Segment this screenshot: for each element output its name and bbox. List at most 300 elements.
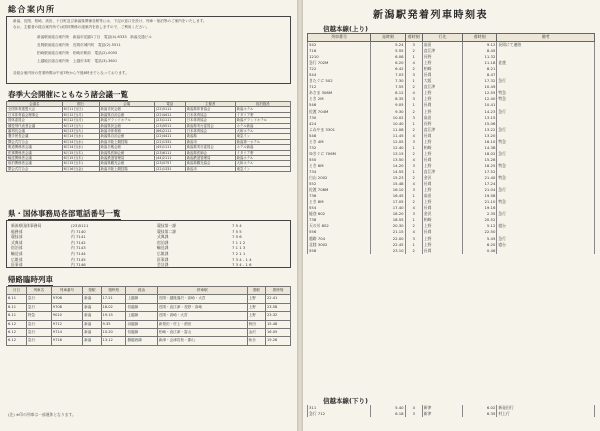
timetable-cell: 長岡: [422, 72, 462, 78]
timetable-cell: 1: [405, 121, 422, 127]
returns-cell: 仙台: [247, 337, 265, 345]
timetable-down-cell: 3: [405, 411, 422, 417]
returns-table: [6, 286, 291, 346]
timetable-cell: 5.24: [371, 42, 405, 49]
timetable-cell: 13.22: [462, 127, 496, 133]
timetable-cell: 3: [405, 96, 422, 102]
returns-cell: 急行: [26, 329, 51, 337]
returns-cell: 上越線: [126, 295, 157, 303]
timetable-cell: 6.20: [371, 60, 405, 66]
timetable-cell: 柏崎: [422, 145, 462, 151]
conf-cell: 日本体育協会: [185, 112, 235, 117]
timetable-cell: 3: [405, 42, 422, 49]
phone-entry: 式典部: [11, 239, 23, 245]
timetable-cell: 2: [405, 48, 422, 54]
right-page: [303, 0, 600, 431]
timetable-cell: 20.52: [462, 217, 496, 223]
conf-cell: (22)5111: [154, 107, 185, 112]
timetable-cell: あさま 308M: [308, 90, 371, 96]
timetable-cell: 21.15: [371, 229, 405, 235]
section-up-title: 信越本線(上り): [323, 25, 368, 33]
conf-table: [6, 101, 291, 172]
timetable-cell: 22.50: [462, 229, 496, 235]
timetable-cell: 直江津: [422, 84, 462, 90]
timetable-cell: 金沢: [422, 211, 462, 217]
timetable-cell: きたぐに 502: [308, 78, 371, 84]
conf-header-cell: 主催者: [185, 102, 235, 107]
conf-cell: 審判長会議: [7, 129, 63, 134]
timetable-cell: 4: [405, 60, 422, 66]
timetable-cell: 3: [405, 236, 422, 242]
returns-cell: 9708: [51, 303, 82, 311]
timetable-cell: とき 8M: [308, 199, 371, 205]
timetable-cell: 736: [308, 193, 371, 199]
timetable-cell: 16.10: [371, 187, 405, 193]
timetable-cell: ゆきぐに 706M: [308, 151, 371, 157]
timetable-cell: 1: [405, 193, 422, 199]
timetable-cell: 上野: [422, 139, 462, 145]
timetable-cell: 4: [405, 90, 422, 96]
conf-cell: 6月14日(水): [62, 139, 99, 144]
conf-cell: 新潟県実行委員会: [185, 123, 235, 128]
timetable-cell: 長岡にて連絡: [497, 42, 595, 49]
conf-cell: (66)2111: [154, 129, 185, 134]
timetable-cell: 3: [405, 211, 422, 217]
conf-cell: 新潟ホテル: [235, 107, 290, 112]
timetable-cell: 能登 602: [308, 211, 371, 217]
returns-row: [7, 337, 291, 345]
timetable-cell: 1: [405, 217, 422, 223]
conf-cell: 新潟鉄道管理局: [185, 156, 235, 161]
timetable-cell: 長野: [422, 54, 462, 60]
timetable-cell: 6.42: [371, 66, 405, 72]
phone-entry: 7 3 4 - 1 6: [232, 262, 252, 268]
timetable-cell: 上野: [422, 199, 462, 205]
phone-box: [6, 220, 291, 268]
phone-entry: 会計課: [157, 262, 169, 268]
conf-cell: 新潟県: [185, 134, 235, 139]
timetable-cell: 特急: [497, 96, 595, 102]
conf-cell: 6月12日(月): [62, 118, 99, 123]
conf-cell: (22)4411: [154, 134, 185, 139]
timetable-cell: 5.45: [462, 236, 496, 242]
conf-cell: 新潟市陸上競技場: [99, 139, 154, 144]
conf-cell: (22)1331: [154, 139, 185, 144]
info-line: 各総合案内所の営業時間は午前7時から午後8時までとなっております。: [13, 71, 129, 75]
timetable-cell: 712: [308, 84, 371, 90]
timetable-cell: 8.45: [462, 48, 496, 54]
timetable-cell: 特急: [497, 163, 595, 169]
timetable-cell: 4: [405, 181, 422, 187]
timetable-cell: 2: [405, 109, 422, 115]
phone-entry: 医事部: [11, 262, 23, 268]
conf-cell: 6月14日(水): [62, 134, 99, 139]
timetable-cell: 1: [405, 145, 422, 151]
conf-cell: 新潟グランドホテル: [235, 118, 290, 123]
returns-cell: 新潟: [83, 303, 101, 311]
conf-cell: 新潟県自治会館: [99, 134, 154, 139]
timetable-cell: [497, 248, 595, 254]
returns-row: [7, 303, 291, 311]
returns-header-cell: 発駅: [83, 287, 101, 295]
timetable-cell: 12.40: [371, 145, 405, 151]
timetable-cell: 上野: [422, 236, 462, 242]
returns-note: (注) ※印の列車は一部運休となります。: [8, 412, 76, 417]
timetable-cell: 3: [405, 187, 422, 193]
timetable-cell: 17.40: [371, 205, 405, 211]
conf-cell: (45)1111: [154, 145, 185, 150]
timetable-cell: 552: [308, 181, 371, 187]
phone-entry: 競技第二課: [157, 228, 176, 234]
phone-entry: 宿泊課: [157, 239, 169, 245]
timetable-cell: 7.30: [371, 78, 405, 84]
timetable-cell: 上野: [422, 90, 462, 96]
phone-entry: 7 1 1 2: [232, 239, 246, 245]
timetable-cell: 急行 702M: [308, 60, 371, 66]
timetable-cell: 上野: [422, 96, 462, 102]
returns-cell: 上野: [247, 312, 265, 320]
timetable-cell: 14.23: [462, 109, 496, 115]
timetable-cell: 8.21: [462, 66, 496, 72]
phone-entry: 内 7145: [71, 256, 86, 262]
timetable-cell: 直江津: [422, 48, 462, 54]
timetable-cell: 544: [308, 72, 371, 78]
phone-entry: 輸送課: [157, 245, 169, 251]
phone-entry: 内 7144: [71, 250, 86, 256]
timetable-cell: 北陸 3002: [308, 242, 371, 248]
timetable-cell: よねやま 3301: [308, 127, 371, 133]
timetable-cell: 金沢: [422, 175, 462, 181]
timetable-cell: 19.16: [462, 205, 496, 211]
timetable-cell: 急行: [497, 151, 595, 157]
timetable-cell: 上野: [422, 163, 462, 169]
returns-cell: 羽越線: [126, 320, 157, 328]
returns-cell: 10.20: [101, 329, 126, 337]
conf-cell: 新潟第一ホテル: [235, 139, 290, 144]
conf-cell: 選手団長会議: [7, 134, 63, 139]
conf-cell: (23)5511: [154, 123, 185, 128]
returns-cell: 新潟: [83, 337, 101, 345]
timetable-cell: 542: [308, 42, 371, 49]
timetable-cell: 18.55: [371, 217, 405, 223]
conf-cell: 日本体育協会: [185, 118, 235, 123]
conf-cell: 新潟県体育協会: [185, 107, 235, 112]
timetable-cell: 2: [405, 151, 422, 157]
timetable-cell: 高田: [422, 193, 462, 199]
phone-entry: 内 7146: [71, 262, 86, 268]
returns-cell: 18.02: [101, 303, 126, 311]
timetable-cell: 2: [405, 66, 422, 72]
phone-entry: 競技第一課: [157, 223, 176, 228]
timetable-cell: 21.10: [462, 199, 496, 205]
timetable-cell: 柏崎: [422, 217, 462, 223]
returns-cell: 15.48: [266, 320, 291, 328]
timetable-cell: とき 6M: [308, 163, 371, 169]
timetable-cell: 11.32: [462, 54, 496, 60]
timetable-header-cell: 着時刻: [405, 34, 422, 42]
conf-cell: 東急イン: [235, 166, 290, 171]
conf-cell: 新潟県民会館: [99, 123, 154, 128]
phone-entry: (23)5111: [71, 223, 89, 228]
section-down-title: 信越本線(下り): [323, 397, 368, 405]
timetable-cell: 424: [308, 121, 371, 127]
returns-cell: 新潟: [83, 320, 101, 328]
conf-cell: (44)2111: [154, 156, 185, 161]
timetable-cell: 11.18: [462, 60, 496, 66]
conf-cell: 6月15日(木): [62, 161, 99, 166]
timetable-cell: 550: [308, 157, 371, 163]
timetable-cell: 548: [308, 133, 371, 139]
timetable-cell: 5.12: [462, 223, 496, 229]
returns-cell: 磐越西線: [126, 337, 157, 345]
timetable-cell: 1: [405, 78, 422, 84]
returns-header-cell: 月日: [7, 287, 27, 295]
returns-row: [7, 329, 291, 337]
phone-entry: 内 7140: [71, 228, 86, 234]
timetable-cell: 2.35: [462, 211, 496, 217]
returns-cell: 金沢: [247, 329, 265, 337]
timetable-cell: 20.30: [371, 223, 405, 229]
conf-title: 春季大会開催にともなう諸会議一覧: [8, 90, 128, 99]
timetable-cell: 上野: [422, 242, 462, 248]
timetable-cell: 12.05: [371, 139, 405, 145]
conf-cell: 新潟市: [185, 139, 235, 144]
conf-cell: 6月13日(火): [62, 129, 99, 134]
returns-cell: 6.11: [7, 295, 27, 303]
timetable-down-cell: 新発田行: [497, 405, 595, 411]
timetable-cell: 5.55: [371, 48, 405, 54]
phone-entry: 新潟県国体事務局: [11, 223, 42, 228]
timetable-down-cell: 新津: [422, 411, 462, 417]
returns-cell: 9010: [51, 312, 82, 320]
timetable-cell: 1210: [308, 54, 371, 60]
timetable-cell: 特急: [497, 199, 595, 205]
timetable-table: [307, 33, 595, 254]
timetable-cell: 1: [405, 54, 422, 60]
timetable-cell: 18.25: [462, 163, 496, 169]
conf-cell: (23)1111: [154, 118, 185, 123]
timetable-cell: 天の川 802: [308, 223, 371, 229]
phone-title: 県・国体事務局各部電話番号一覧: [8, 209, 121, 218]
timetable-cell: 15.28: [462, 157, 496, 163]
returns-row: [7, 320, 291, 328]
timetable-cell: 白山 2002: [308, 175, 371, 181]
timetable-header-cell: 行先: [422, 34, 462, 42]
timetable-down-row: [308, 411, 595, 417]
timetable-cell: 10.02: [371, 115, 405, 121]
timetable-cell: 3: [405, 72, 422, 78]
timetable-cell: 急行: [497, 127, 595, 133]
conf-cell: 新潟県医師会: [185, 150, 235, 155]
timetable-cell: 3: [405, 163, 422, 169]
conf-cell: イタリア軒: [235, 150, 290, 155]
timetable-cell: 1: [405, 242, 422, 248]
timetable-cell: 急行: [497, 109, 595, 115]
timetable-cell: 716: [308, 48, 371, 54]
timetable-cell: 2: [405, 248, 422, 254]
returns-cell: 19.15: [101, 312, 126, 320]
conf-cell: (22)4411: [154, 112, 185, 117]
returns-cell: 長岡・直江津・長野・高崎: [157, 303, 247, 311]
timetable-cell: 越路 704: [308, 236, 371, 242]
returns-cell: 信越線: [126, 303, 157, 311]
timetable-cell: 10.40: [371, 121, 405, 127]
timetable-cell: 14.20: [371, 163, 405, 169]
info-line: なお、主催者の総合案内所では国体関係の諸案内を致しますので、ご利用ください。: [13, 25, 150, 29]
conf-cell: 報道関係者会議: [7, 145, 63, 150]
conf-cell: 新潟県観光協会: [185, 161, 235, 166]
returns-cell: 6.11: [7, 312, 27, 320]
timetable-cell: 13.15: [462, 115, 496, 121]
timetable-cell: 13.20: [462, 133, 496, 139]
info-line: 新潟、長岡、柏崎、高田、十日町及び新潟県関係各駅等には、下記の窓口を設け、列車・宿泊等のご案内をいたします。: [13, 19, 207, 23]
phone-entry: 式典課: [157, 234, 169, 240]
conf-header-cell: 電話: [154, 102, 185, 107]
phone-entry: 7 5 4: [232, 223, 242, 228]
timetable-cell: 上野: [422, 187, 462, 193]
timetable-cell: 19.58: [462, 193, 496, 199]
returns-cell: 16.05: [266, 329, 291, 337]
timetable-cell: 17.24: [462, 181, 496, 187]
conf-cell: 新潟県実行委員会: [185, 145, 235, 150]
conf-cell: 新潟県医師会館: [99, 150, 154, 155]
returns-cell: 23.32: [266, 312, 291, 320]
info-line: 上越地区総合案内所 上越市本町 電話(3)-3601: [37, 59, 118, 63]
phone-entry: 7 1 1 3: [232, 245, 246, 251]
timetable-cell: 15.23: [371, 175, 405, 181]
timetable-cell: 8.35: [371, 96, 405, 102]
info-line: 新潟駅前総合案内所 新潟市花園1丁目 電話(4)-6333 新潟交通ビル: [37, 35, 152, 39]
timetable-cell: 特急: [497, 139, 595, 145]
timetable-cell: 2: [405, 84, 422, 90]
timetable-cell: 738: [308, 217, 371, 223]
conf-cell: 輸送関係者会議: [7, 156, 63, 161]
conf-cell: 新潟市: [185, 166, 235, 171]
timetable-cell: 10.41: [462, 102, 496, 108]
left-page: [0, 0, 297, 431]
timetable-cell: 9.12: [462, 42, 496, 49]
conf-cell: 閉会式打合会: [7, 166, 63, 171]
timetable-cell: 4: [405, 205, 422, 211]
returns-cell: 新津・会津若松・郡山: [157, 337, 247, 345]
returns-cell: 急行: [26, 337, 51, 345]
timetable-cell: 7.55: [371, 84, 405, 90]
timetable-cell: 554: [308, 205, 371, 211]
timetable-cell: 14.55: [371, 169, 405, 175]
timetable-down-cell: 6.18: [371, 411, 405, 417]
timetable-cell: 上野: [422, 223, 462, 229]
conf-cell: 宿泊関係者会議: [7, 161, 63, 166]
timetable-cell: 11.08: [371, 127, 405, 133]
timetable-header-cell: 備考: [497, 34, 595, 42]
timetable-cell: 22.45: [371, 242, 405, 248]
timetable-cell: 4: [405, 157, 422, 163]
conf-cell: 6月12日(月): [62, 112, 99, 117]
timetable-cell: 18.20: [371, 211, 405, 217]
timetable-down-cell: 急行 712: [308, 411, 371, 417]
timetable-cell: 4: [405, 133, 422, 139]
conf-cell: 新潟グランドホテル: [99, 118, 154, 123]
timetable-cell: 16.45: [371, 193, 405, 199]
timetable-cell: 558: [308, 248, 371, 254]
returns-cell: 急行: [26, 303, 51, 311]
timetable-cell: 3: [405, 115, 422, 121]
returns-cell: 9716: [51, 337, 82, 345]
timetable-cell: 14.38: [462, 145, 496, 151]
timetable-cell: 15.06: [462, 121, 496, 127]
timetable-cell: 1: [405, 102, 422, 108]
timetable-header-cell: 発時刻: [371, 34, 405, 42]
returns-cell: 6.12: [7, 337, 27, 345]
timetable-cell: 556: [308, 229, 371, 235]
timetable-cell: 特急: [497, 90, 595, 96]
returns-cell: 新潟: [83, 329, 101, 337]
returns-cell: 新発田・村上・酒田: [157, 320, 247, 328]
timetable-cell: 大阪: [422, 78, 462, 84]
info-box: [6, 16, 291, 84]
timetable-down-cell: 6.35: [462, 411, 496, 417]
returns-cell: 22.41: [266, 295, 291, 303]
timetable-cell: 18.02: [462, 151, 496, 157]
returns-cell: 急行: [26, 295, 51, 303]
timetable-cell: 急行: [497, 187, 595, 193]
timetable-cell: 上野: [422, 60, 462, 66]
phone-entry: 7 2 1 1: [232, 250, 246, 256]
phone-entry: 内 7142: [71, 239, 86, 245]
timetable-cell: 長岡: [422, 205, 462, 211]
timetable-cell: 長岡: [422, 248, 462, 254]
returns-header-cell: 発時刻: [101, 287, 126, 295]
conf-cell: 6月14日(水): [62, 145, 99, 150]
conf-header-cell: 会場: [99, 102, 154, 107]
timetable-cell: 佐渡 708M: [308, 187, 371, 193]
returns-cell: 6.12: [7, 320, 27, 328]
timetable-header-cell: 着時刻: [462, 34, 496, 42]
conf-cell: 大和ホテル: [235, 129, 290, 134]
timetable-cell: 0.46: [462, 248, 496, 254]
timetable-cell: 722: [308, 66, 371, 72]
timetable-cell: 11.45: [371, 133, 405, 139]
returns-header-cell: 着時刻: [266, 287, 291, 295]
phone-entry: 内 7141: [71, 234, 86, 240]
conf-cell: 6月15日(木): [62, 150, 99, 155]
timetable-cell: 急行: [497, 78, 595, 84]
timetable-cell: 8.47: [462, 72, 496, 78]
timetable-down-cell: 6.02: [462, 405, 496, 411]
conf-cell: ホテル新潟: [235, 145, 290, 150]
phone-entry: 7 3 4 - 1 4: [232, 256, 252, 262]
timetable-cell: 長野: [422, 121, 462, 127]
conf-cell: (23)6111: [154, 150, 185, 155]
conf-cell: 6月11日(日): [62, 107, 99, 112]
timetable-cell: 12.40: [462, 96, 496, 102]
timetable-cell: 2: [405, 175, 422, 181]
phone-entry: 広報課: [157, 250, 169, 256]
conf-cell: 新潟県自治会館: [99, 112, 154, 117]
conf-cell: 新潟市陸上競技場: [99, 166, 154, 171]
timetable-cell: 2: [405, 127, 422, 133]
info-line: 長岡駅前総合案内所 長岡市城内町 電話(2)-5511: [37, 43, 121, 47]
timetable-cell: 9.05: [371, 102, 405, 108]
conf-cell: 日本体育協会: [185, 129, 235, 134]
timetable-cell: 佐渡 704M: [308, 109, 371, 115]
conf-cell: 6月15日(木): [62, 156, 99, 161]
timetable-cell: 23.10: [371, 248, 405, 254]
conf-cell: 日本体育協会理事会: [7, 112, 63, 117]
timetable-cell: 上野: [422, 151, 462, 157]
conf-cell: 6月16日(金): [62, 166, 99, 171]
returns-cell: 6.11: [7, 303, 27, 311]
